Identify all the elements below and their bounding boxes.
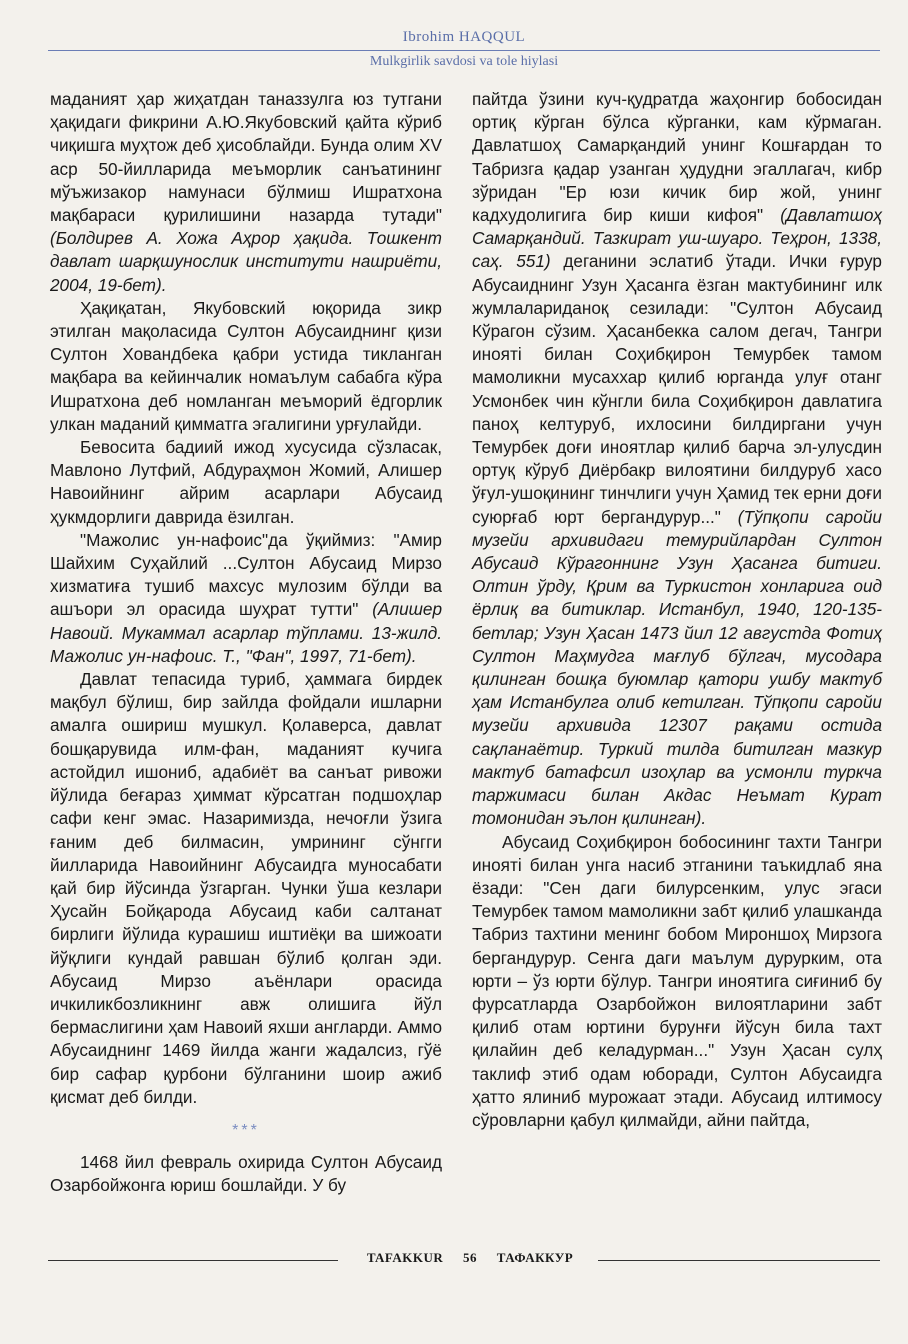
citation: (Болдирев А. Хожа Аҳрор ҳақида. Тошкент давлат шарқшунослик институти нашриёти, 2004, 19-бет). bbox=[50, 228, 442, 295]
header-author: Ibrohim HAQQUL bbox=[402, 29, 526, 45]
paragraph-text: "Мажолис ун-нафоис"да ўқиймиз: "Амир Шайхим Суҳайлий ...Султон Абусаид Мирзо хизматиға тушиб махсус мулозим бўлди ва ашъори эл орасида шуҳрат тутти" bbox=[50, 529, 442, 620]
citation: (Алишер Навоий. Мукаммал асарлар тўплами. 13-жилд. Мажолис ун-нафоис. Т., "Фан", 1997, 71-бет). bbox=[50, 599, 443, 666]
right-column bbox=[472, 88, 882, 1132]
page-number: 56 bbox=[463, 1250, 478, 1265]
header-rule bbox=[48, 50, 880, 51]
footer-rule-right bbox=[598, 1260, 880, 1261]
footer-label bbox=[346, 1250, 594, 1266]
header-subtitle: Mulkgirlik savdosi va tole hiylasi bbox=[369, 54, 559, 69]
paragraph: Бевосита бадиий ижод хусусида сўзласак, Мавлоно Лутфий, Абдураҳмон Жомий, Алишер Навоийнинг айрим асарлари Абусаид ҳукмдорлиги даврида ёзилган. bbox=[50, 437, 442, 527]
paragraph-text: пайтда ўзини куч-қудратда жаҳонгир бобосидан ортиқ кўрган бўлса кўрганки, кам кўрмаган. Давлатшоҳ Самарқандий унинг Кошғардан то Табризга қадар узанган ҳудудни эгаллагач, кибр зўридан "Ер юзи кичик бир жой, унинг кадхудолигига бир киши кифоя" bbox=[472, 89, 882, 226]
page-footer bbox=[48, 1250, 880, 1270]
footer-latin-title: TAFAKKUR bbox=[366, 1250, 444, 1265]
paragraph bbox=[472, 88, 882, 831]
paragraph: 1468 йил феврaль охирида Султон Абусаид Озарбойжонга юриш бошлайди. У бу bbox=[50, 1151, 442, 1196]
paragraph-text: деганини эслатиб ўтади. Ички ғурур Абусаиднинг Узун Ҳасанга ёзган мактубининг илк жумлалариданоқ сезилади: "Султон Абусаид Кўрагон сўзим. Ҳасанбекка салом дегач, Тангри иноятi билан Соҳибқирон Темурбек тамом мамоликни мусаххар қилиб юрганда улуғ отанг Усмонбек чин кўнгли била Соҳибқирон давлатига паноҳ келтуруб, ихлосини билдиргани учун Темурбек доғи иноятлар қилиб барча эл-улусдин ортуқ кўруб Диёрбакр вилоятини билдуруб хасо ўғул-ушоқининг тинчлиги учун Ҳамид тек ерни доғи суюрғаб юрт бергандурур..." bbox=[472, 251, 882, 527]
paragraph: Давлат тепасида туриб, ҳаммага бирдек мақбул бўлиш, бир зайлда фойдали ишларни амалга ошириш мушкул. Қолаверса, давлат бошқарувида илм-фан, маданият кучига астойдил ишониб, адабиёт ва санъат ривожи йўлида беғараз ҳиммат кўрсатган подшоҳлар сафи кенг эмас. Назаримизда, нечоғли ўзига ғаним деб билмасин, умрининг сўнгги йилларида Навоийнинг Абусаидга муносабати қай бир йўсинда ўзгарган. Чунки ўша кезлари Ҳусайн Бойқарода Абусаид каби салтанат бирлиги йўлида курашиш иштиёқи ва шижоати йўқлиги кундай равшан бўлиб қолган эди. Абусаид Мирзо аъёнлари орасида ичкиликбозликнинг авж олишига йўл бермаслигини ҳам Навоий яхши англарди. Аммо Абусаиднинг 1469 йилда жанги жадалсиз, гўё бир сафар қурбони бўлганини шоир ажиб қисмат деб билди. bbox=[50, 669, 442, 1107]
paragraph: Ҳақиқатан, Якубовский юқорида зикр этилган мақоласида Султон Абусаиднинг қизи Султон Ховандбека қабри устида тикланган мақбара ва кейинчалик номаълум сабабга кўра Ишратхона деб номланган меъморий ёдгорлик улкан маданий қимматга эгалигини урғулайди. bbox=[50, 297, 442, 434]
footer-rule-left bbox=[48, 1260, 338, 1261]
section-separator: *** bbox=[232, 1121, 260, 1139]
running-header bbox=[48, 28, 880, 68]
paragraph: Абусаид Соҳибқирон бобосининг тахти Тангри иноятi билан унга насиб этганини таъкидлаб яна ёзади: "Сен даги билурсенким, улус эгаси Темурбек тамом мамоликни забт қилиб улашканда Табриз тахтини менинг бобом Мироншоҳ Мирзога бергандурур. Сенга даги маълум дурурким, ота юрти – ўз юрти бўлур. Тангри иноятига сиғиниб бу фурсатларда Озарбойжон вилоятларини забт қилиб отам юртини бурунғи йўсун била тахт қилайин деб келадурман..." Узун Ҳасан сулҳ таклиф этиб одам юборади, Султон Абусаидга ҳатто ялиниб мурожаат этади. Абусаид илтимосу сўровларни қабул қилмайди, айни пайтда, bbox=[472, 831, 882, 1130]
paragraph bbox=[50, 88, 442, 297]
citation: (Давлатшоҳ Самарқандий. Тазкират уш-шуаро. Теҳрон, 1338, саҳ. 551) bbox=[472, 205, 882, 272]
paragraph-text: маданият ҳар жиҳатдан таназзулга юз тутгани ҳақидаги фикрини А.Ю.Якубовский қайта кўриб чиқишга муҳтож деб ҳисоблайди. Бунда олим XV аср 50-йилларида меъморлик санъатининг мўъжизакор намунаси бўлмиш Ишратхона мақбараси қурилишини назарда тутади" bbox=[50, 89, 442, 226]
left-column bbox=[50, 88, 442, 1197]
paragraph bbox=[50, 529, 442, 668]
footer-cyrillic-title: ТАФАККУР bbox=[496, 1250, 574, 1265]
citation: (Тўпқопи саройи музейи архивидаги темурийлардан Султон Абусаид Кўрагоннинг Узун Ҳасанга битиги. Олтин ўрду, Қрим ва Туркистон хонларига оид ёрлиқ ва битиклар. Истанбул, 1940, 120-135-бетлар; Узун Ҳасан 1473 йил 12 августда Фотиҳ Султон Маҳмудга мағлуб бўлгач, мусодара қилинган бошқа буюмлар қатори ушбу мактуб ҳам Истанбулга олиб кетилган. Тўпқопи саройи музейи архивида 12307 рақами остида сақланаётир. Туркий тилда битилган мазкур мактуб батафсил изоҳлар ва усмонли туркча таржимаси билан Акдас Неъмат Курат томонидан эълон қилинган). bbox=[472, 506, 882, 829]
